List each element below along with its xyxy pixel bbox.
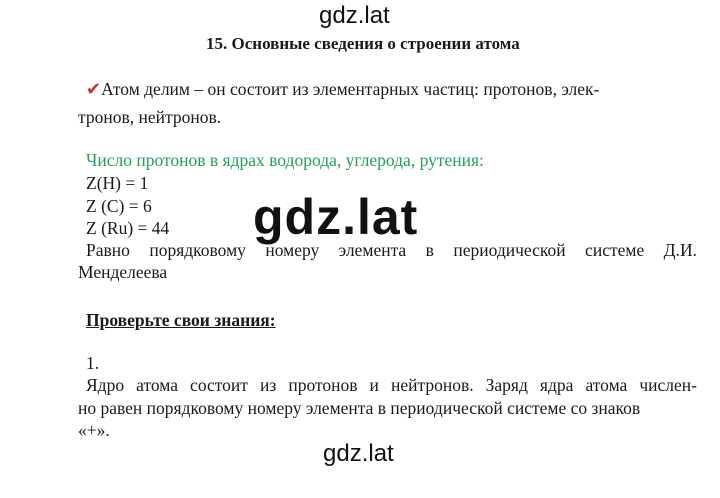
section-title: 15. Основные сведения о строении атома xyxy=(206,34,520,53)
answer-line-1-wrap xyxy=(86,375,697,396)
check-mark-icon: ✔ xyxy=(86,79,102,100)
watermark-bottom: gdz.lat xyxy=(323,440,394,467)
answer-line-3: «+». xyxy=(78,420,110,440)
intro-line-2: тронов, нейтронов. xyxy=(78,107,222,127)
z-carbon: Z (C) = 6 xyxy=(86,196,152,216)
z-ruthenium: Z (Ru) = 44 xyxy=(86,218,170,238)
item-number: 1. xyxy=(86,353,100,373)
mendeleev-note-line-2: Менделеева xyxy=(78,262,168,282)
z-hydrogen: Z(H) = 1 xyxy=(86,173,149,193)
answer-line-2: но равен порядковому номеру элемента в периодической системе со знаков xyxy=(78,398,641,418)
intro-line-1 xyxy=(86,79,599,100)
intro-text-1: Атом делим – он состоит из элементарных частиц: протонов, элек- xyxy=(101,79,600,99)
mendeleev-note-line-1: Равно порядковому номеру элемента в периодической системе Д.И. xyxy=(86,240,697,260)
check-knowledge-heading: Проверьте свои знания: xyxy=(86,310,276,330)
watermark-middle: gdz.lat xyxy=(253,189,419,245)
protons-heading: Число протонов в ядрах водорода, углерода, рутения: xyxy=(86,150,484,170)
watermark-top: gdz.lat xyxy=(319,2,390,29)
answer-line-1: Ядро атома состоит из протонов и нейтронов. Заряд ядра атома числен- xyxy=(86,375,697,395)
